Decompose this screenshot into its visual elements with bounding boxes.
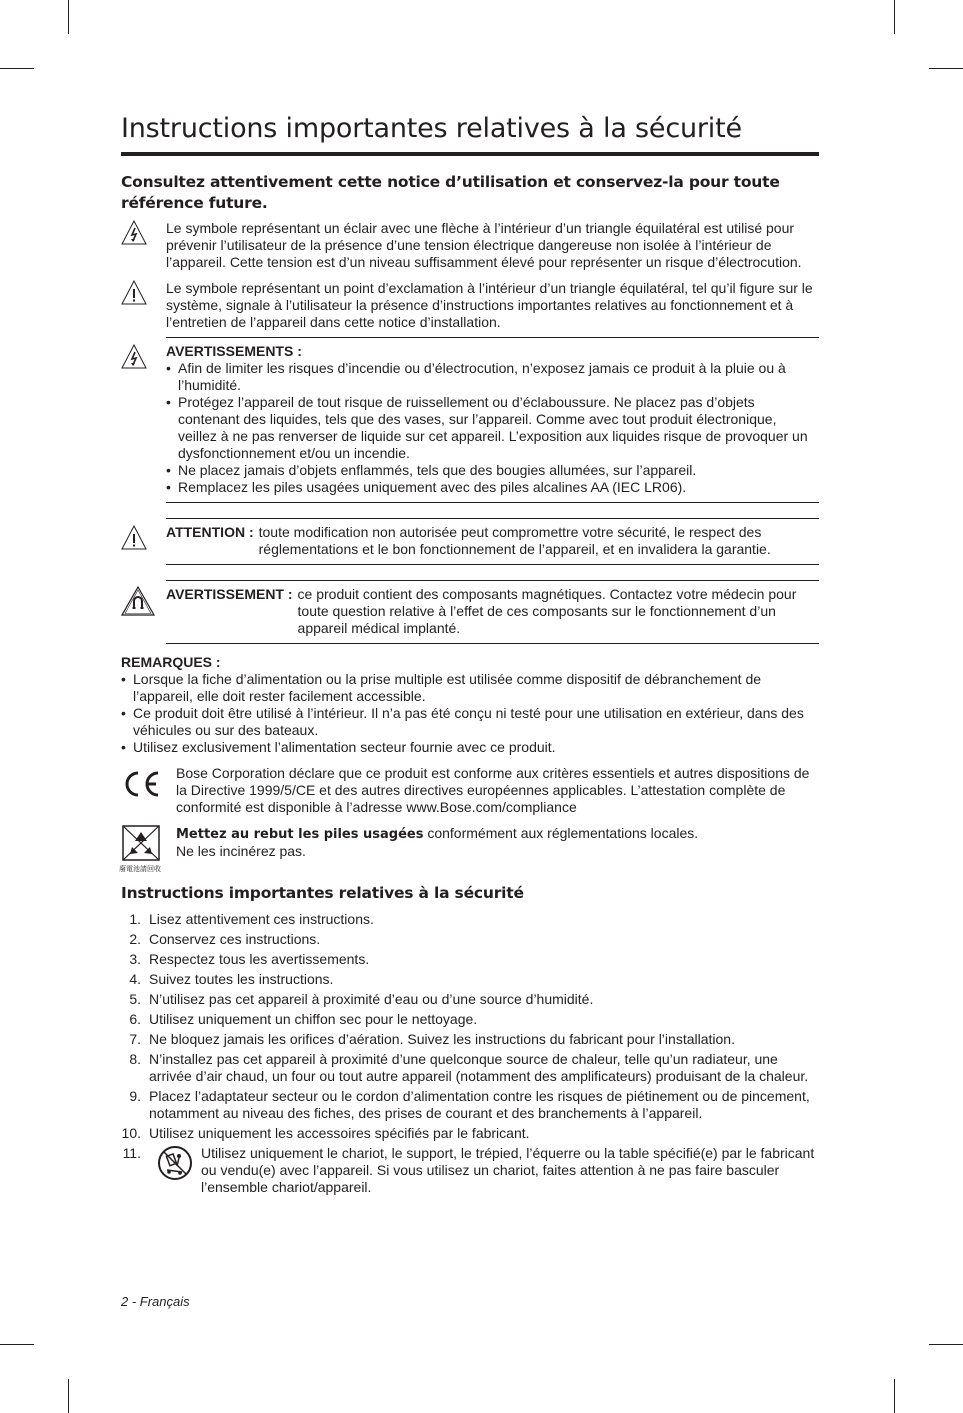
attention-text: toute modification non autorisée peut compromettre votre sécurité, le respect des réglementations et le bon fonctionnement de l’appareil, et en invalidera la garantie. [258, 524, 771, 557]
lightning-warning-icon [121, 344, 147, 374]
cart-tip-warning-icon [157, 1145, 193, 1185]
list-item: • Protégez l’appareil de tout risque de ruissellement ou d’éclaboussure. Ne placez pas d’objets contenant des liquides, tels que des vases, sur l’appareil. Comme avec tout produit électronique, veillez à ne pas renverser de liquide sur cet appareil. L’exposition aux liquides risque de provoquer un dysfonctionnement et/ou un incendie. [166, 394, 819, 462]
lightning-symbol-text: Le symbole représentant un éclair avec une flèche à l’intérieur d’un triangle équilatéral est utilisé pour prévenir l’utilisateur de la présence d’une tension électrique dangereuse non isolée à l’intérieur de l’appareil. Cette tension est d’un niveau suffisamment élevé pour représenter un risque d’électrocution. [166, 220, 802, 270]
battery-disposal-bold: Mettez au rebut les piles usagées [176, 827, 424, 842]
list-item: • Ne placez jamais d’objets enflammés, tels que des bougies allumées, sur l’appareil. [166, 462, 819, 479]
exclamation-warning-icon [121, 525, 147, 555]
lightning-symbol-row [121, 220, 819, 271]
ce-compliance-text: Bose Corporation déclare que ce produit est conforme aux critères essentiels et autres dispositions de la Directive 1999/5/CE et des autres directives européennes applicables. L’attestation complète de conformité est disponible à l’adresse www.Bose.com/compliance [176, 765, 810, 815]
list-item: 6. Utilisez uniquement un chiffon sec pour le nettoyage. [129, 1011, 478, 1027]
list-item: 4. Suivez toutes les instructions. [129, 971, 334, 987]
notes-section [121, 654, 819, 756]
warnings-title: AVERTISSEMENTS : [166, 343, 302, 359]
list-item: 5. N’utilisez pas cet appareil à proximité d’eau ou d’une source d’humidité. [129, 991, 594, 1007]
ce-compliance-row [121, 765, 819, 816]
list-item: 9. Placez l’adaptateur secteur ou le cordon d’alimentation contre les risques de piétinement ou de pincement, notamment au niveau des fiches, des prises de courant et des branchements à l’appareil. [129, 1088, 810, 1121]
list-item: • Afin de limiter les risques d’incendie ou d’électrocution, n’exposez jamais ce produit à la pluie ou à l’humidité. [166, 360, 819, 394]
page-title: Instructions importantes relatives à la sécurité [121, 113, 742, 144]
title-rule [121, 152, 819, 156]
ce-mark-icon [121, 769, 161, 803]
crop-mark [68, 1379, 69, 1413]
crop-mark [894, 0, 895, 34]
battery-disposal-text: conformément aux réglementations locales. [423, 825, 699, 841]
list-item: • Utilisez exclusivement l’alimentation secteur fournie avec ce produit. [121, 739, 819, 756]
list-item: 1. Lisez attentivement ces instructions. [129, 911, 374, 927]
attention-block [166, 518, 819, 565]
battery-disposal-text-2: Ne les incinérez pas. [176, 843, 306, 859]
exclamation-warning-icon [121, 280, 147, 310]
list-item: 7. Ne bloquez jamais les orifices d’aération. Suivez les instructions du fabricant pour l’installation. [129, 1031, 735, 1047]
warnings-block [166, 337, 819, 503]
exclamation-symbol-text: Le symbole représentant un point d’exclamation à l’intérieur d’un triangle équilatéral, tel qu’il figure sur le système, signale à l’utilisateur la présence d’instructions importantes relatives au fonctionnement et à l’entretien de l’appareil dans cette notice d’installation. [166, 280, 813, 330]
magnet-warning-icon [121, 586, 155, 620]
crop-mark [0, 1344, 34, 1345]
crop-mark [929, 68, 963, 69]
notes-list [121, 671, 819, 756]
lead-text: Consultez attentivement cette notice d’utilisation et conservez-la pour toute référence future. [121, 173, 780, 212]
battery-recycle-icon [121, 825, 161, 873]
magnetic-warning-block [166, 580, 819, 644]
list-item: 3. Respectez tous les avertissements. [129, 951, 370, 967]
magnetic-warning-label: AVERTISSEMENT : [166, 586, 293, 602]
crop-mark [68, 0, 69, 34]
page-footer: 2 - Français [121, 1294, 190, 1309]
list-item: • Lorsque la fiche d’alimentation ou la prise multiple est utilisée comme dispositif de débranchement de l’appareil, elle doit rester facilement accessible. [121, 671, 819, 705]
list-item: 8. N’installez pas cet appareil à proximité d’une quelconque source de chaleur, telle qu’un radiateur, une arrivée d’air chaud, un four ou tout autre appareil (notamment des amplificateurs) produisant de la chaleur. [129, 1051, 809, 1084]
list-item: • Ce produit doit être utilisé à l’intérieur. Il n’a pas été conçu ni testé pour une utilisation en extérieur, dans des véhicules ou sur des bateaux. [121, 705, 819, 739]
instructions-list [121, 911, 819, 1196]
notes-title: REMARQUES : [121, 654, 221, 670]
list-item: • Remplacez les piles usagées uniquement avec des piles alcalines AA (IEC LR06). [166, 479, 819, 496]
list-item: 2. Conservez ces instructions. [129, 931, 321, 947]
list-item: 10. Utilisez uniquement les accessoires spécifiés par le fabricant. [121, 1125, 530, 1141]
crop-mark [894, 1379, 895, 1413]
battery-disposal-row [119, 825, 819, 873]
instructions-title: Instructions importantes relatives à la sécurité [121, 884, 524, 902]
lightning-warning-icon [121, 220, 147, 250]
exclamation-symbol-row [121, 280, 819, 331]
battery-recycle-caption: 廢電池請回收 [119, 865, 161, 873]
magnetic-warning-text: ce produit contient des composants magnétiques. Contactez votre médecin pour toute question relative à l’effet de ces composants sur le fonctionnement d’un appareil médical implanté. [297, 586, 797, 636]
page-content [121, 112, 819, 1199]
list-item: 11. Utilisez uniquement le chariot, le support, le trépied, l’équerre ou la table spécifié(e) par le fabricant ou vendu(e) avec l’appareil. Si vous utilisez un chariot, faites attention à ne pas faire basculer l’ensemble chariot/appareil. [122, 1145, 815, 1195]
attention-label: ATTENTION : [166, 524, 254, 540]
crop-mark [929, 1344, 963, 1345]
warnings-list [166, 360, 819, 496]
crop-mark [0, 68, 34, 69]
